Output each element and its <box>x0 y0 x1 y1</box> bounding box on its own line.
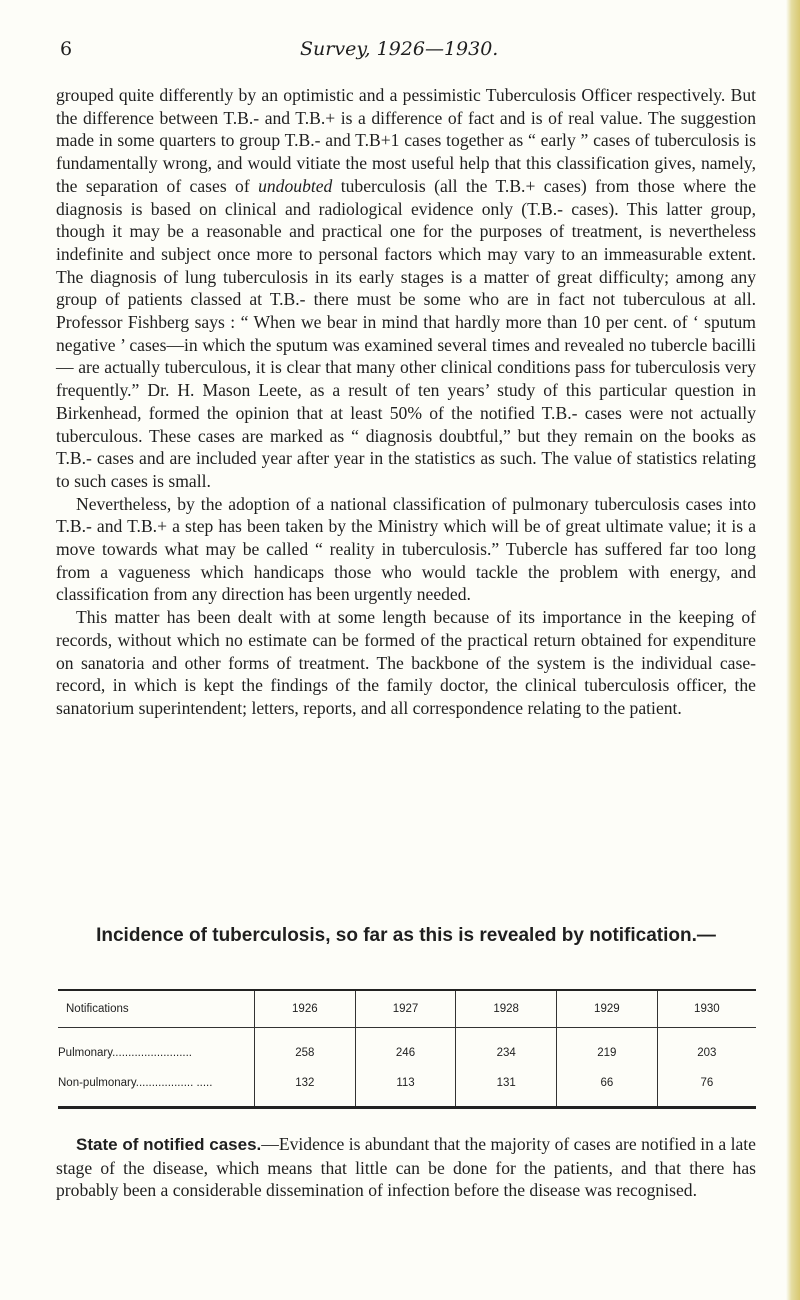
notifications-table <box>58 989 756 1109</box>
paragraph-3: This matter has been dealt with at some length because of its importance in the keeping of records, without which no estimate can be formed of the practical return obtained for expenditure on sanatoria and other forms of treatment. The backbone of the system is the individual case-record, in which is kept the findings of the family doctor, the clinical tuberculosis officer, the sanatorium superintendent; letters, reports, and all correspondence relating to the patient. <box>56 607 756 718</box>
table-row <box>58 1068 756 1108</box>
running-head <box>56 38 746 68</box>
state-of-notified-cases <box>56 1133 756 1202</box>
column-header-year: 1927 <box>355 990 456 1028</box>
table-cell: 76 <box>657 1068 756 1108</box>
paragraph-1 <box>56 84 756 493</box>
emphasis-undoubted: undoubted <box>258 175 333 196</box>
table-cell: 258 <box>255 1028 356 1069</box>
row-label-non-pulmonary: Non-pulmonary.................. ..... <box>58 1077 213 1089</box>
page-edge-stain <box>786 0 800 1300</box>
state-heading: State of notified cases. <box>76 1135 262 1154</box>
column-header-year: 1930 <box>657 990 756 1028</box>
section-heading: Incidence of tuberculosis, so far as this is revealed by notification.— <box>96 925 716 946</box>
column-header-year: 1926 <box>255 990 356 1028</box>
table-cell: 203 <box>657 1028 756 1069</box>
state-text: —Evidence is abundant that the majority of cases are notified in a late stage of the disease, which means that little can be done for the patients, and that there has probably been a considerable dissemination of infection before the disease was recognised. <box>56 1134 756 1201</box>
table-cell: 219 <box>557 1028 658 1069</box>
column-header-year: 1929 <box>557 990 658 1028</box>
paragraph-2: Nevertheless, by the adoption of a national classification of pulmonary tuberculosis cases into T.B.- and T.B.+ a step has been taken by the Ministry which will be of great ultimate value; it is a move towards what may be called “ reality in tuberculosis.” Tubercle has suffered far too long from a vagueness which handicaps those who would tackle the problem with energy, and classification from any direction has been urgently needed. <box>56 493 756 605</box>
page-number: 6 <box>60 38 73 60</box>
table-cell: 113 <box>355 1068 456 1108</box>
table-row <box>58 1028 756 1069</box>
table-cell: 66 <box>557 1068 658 1108</box>
body-text <box>56 84 756 720</box>
column-header-notifications: Notifications <box>58 990 255 1028</box>
column-header-year: 1928 <box>456 990 557 1028</box>
paragraph-1-part-b: tuberculosis (all the T.B.+ cases) from those where the diagnosis is based on clinical and radiological evidence only (T.B.- cases). This latter group, though it may be a reasonable and practical one for the purposes of treatment, is nevertheless indefinite and subject once more to personal factors which may vary to an immeasurable extent. The diagnosis of lung tuberculosis in its early stages is a matter of great difficulty; among any group of patients classed at T.B.- there must be some who are in fact not tuberculous at all. Professor Fishberg says : “ When we bear in mind that hardly more than 10 per cent. of ‘ sputum negative ’ cases—in which the sputum was examined several times and revealed no tubercle bacilli— are actually tuberculous, it is clear that many other clinical conditions pass for tuberculosis very frequently.” Dr. H. Mason Leete, as a result of ten years’ study of this particular question in Birkenhead, formed the opinion that at least 50% of the notified T.B.- cases were not actually tuberculous. These cases are marked as “ diagnosis doubtful,” but they remain on the books as T.B.- cases and are included year after year in the statistics as such. The value of statistics relating to such cases is small. <box>56 175 757 491</box>
paragraph-1-part-a: grouped quite differently by an optimistic and a pessimistic Tuberculosis Officer respectively. But the difference between T.B.- and T.B.+ is a difference of fact and is of real value. The suggestion made in some quarters to group T.B.- and T.B+1 cases together as “ early ” cases of tuberculosis is fundamentally wrong, and would vitiate the most useful help that this classification gives, namely, the separation of cases of <box>56 85 756 196</box>
table-header-row <box>58 990 756 1028</box>
table-cell: 132 <box>255 1068 356 1108</box>
running-title: Survey, 1926—1930. <box>300 38 499 60</box>
table-cell: 234 <box>456 1028 557 1069</box>
row-label-pulmonary: Pulmonary......................... <box>58 1047 192 1059</box>
table-cell: 246 <box>355 1028 456 1069</box>
table-cell: 131 <box>456 1068 557 1108</box>
